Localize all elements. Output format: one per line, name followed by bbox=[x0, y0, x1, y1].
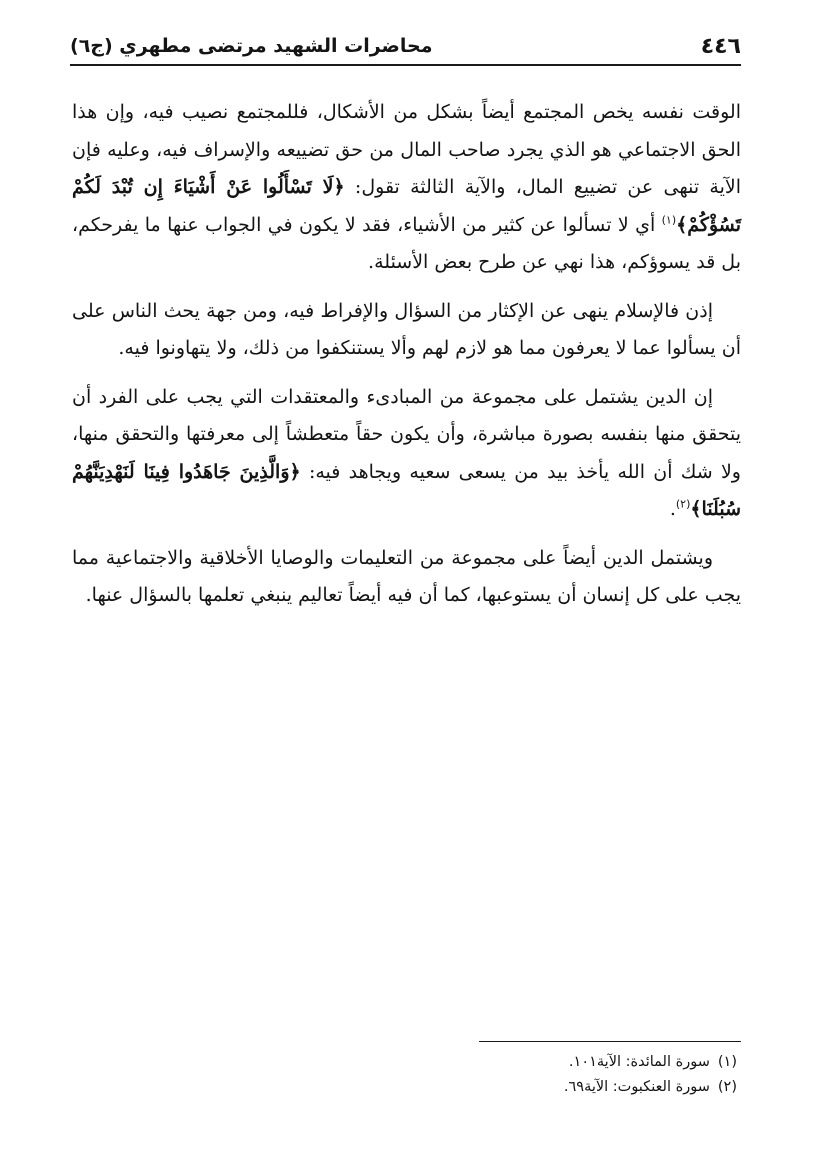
footnote-divider bbox=[479, 1041, 741, 1042]
paragraph-text: إن الدين يشتمل على مجموعة من المبادىء والمعتقدات التي يجب على الفرد أن يتحقق منها بنفسه بصورة مباشرة، وأن يكون حقاً متعطشاً إلى معرفتها والتحقق منها، ولا شك أن الله يأخذ بيد من يسعى سعيه ويجاهد فيه: bbox=[72, 385, 741, 483]
footnote-1 bbox=[72, 1050, 737, 1075]
quran-open-bracket: ﴿ bbox=[289, 460, 301, 483]
quran-close-bracket: ﴾ bbox=[690, 498, 702, 520]
footnote-mark: (٢) bbox=[717, 1079, 737, 1095]
quran-open-bracket: ﴿ bbox=[333, 176, 345, 198]
footnote-ref-1[interactable]: (١) bbox=[661, 213, 677, 227]
header-title: محاضرات الشهيد مرتضى مطهري (ج٦) bbox=[70, 35, 433, 57]
paragraph-4: ويشتمل الدين أيضاً على مجموعة من التعليمات والوصايا الأخلاقية والاجتماعية مما يجب على كل إنسان أن يستوعبها، كما أن فيه أيضاً تعاليم ينبغي تعلمها بالسؤال عنها. bbox=[72, 546, 741, 606]
paragraph-text: أي لا تسألوا عن كثير من الأشياء، فقد لا يكون في الجواب عنها ما يفرحكم، بل قد يسوؤكم، هذا نهي عن طرح بعض الأسئلة. bbox=[72, 213, 741, 273]
running-header bbox=[70, 28, 741, 66]
quran-verse: لَا تَسْأَلُوا عَنْ أَشْيَاءَ إِن تُبْدَ لَكُمْ تَسُؤْكُمْ bbox=[72, 176, 741, 236]
footnotes bbox=[72, 1050, 737, 1100]
page-number: ٤٤٦ bbox=[700, 33, 741, 59]
footnote-text: سورة العنكبوت: الآية٦٩. bbox=[563, 1079, 710, 1095]
quran-verse: وَالَّذِينَ جَاهَدُوا فِينَا لَنَهْدِيَنَّهُمْ سُبُلَنَا bbox=[72, 460, 741, 520]
paragraph-3 bbox=[72, 379, 741, 529]
footnote-mark: (١) bbox=[717, 1054, 737, 1070]
paragraph-2: إذن فالإسلام ينهى عن الإكثار من السؤال والإفراط فيه، ومن جهة يحث الناس على أن يسألوا عما لا يعرفون مما هو لازم لهم وألا يستنكفوا من ذلك، ولا يتهاونوا فيه. bbox=[72, 299, 741, 359]
paragraph-text: الوقت نفسه يخص المجتمع أيضاً بشكل من الأشكال، فللمجتمع نصيب فيه، وإن هذا الحق الاجتماعي هو الذي يجرد صاحب المال من حق تضييعه والإسراف فيه، وعليه فإن الآية تنهى عن تضييع المال، والآية الثالثة تقول: bbox=[72, 101, 741, 198]
footnote-2 bbox=[72, 1075, 737, 1100]
footnote-ref-2[interactable]: (٢) bbox=[675, 497, 691, 511]
paragraph-1 bbox=[72, 94, 741, 282]
quran-close-bracket: ﴾ bbox=[676, 213, 688, 236]
footnote-text: سورة المائدة: الآية١٠١. bbox=[568, 1054, 710, 1070]
body-text bbox=[72, 94, 741, 615]
paragraph-text: . bbox=[669, 498, 676, 520]
